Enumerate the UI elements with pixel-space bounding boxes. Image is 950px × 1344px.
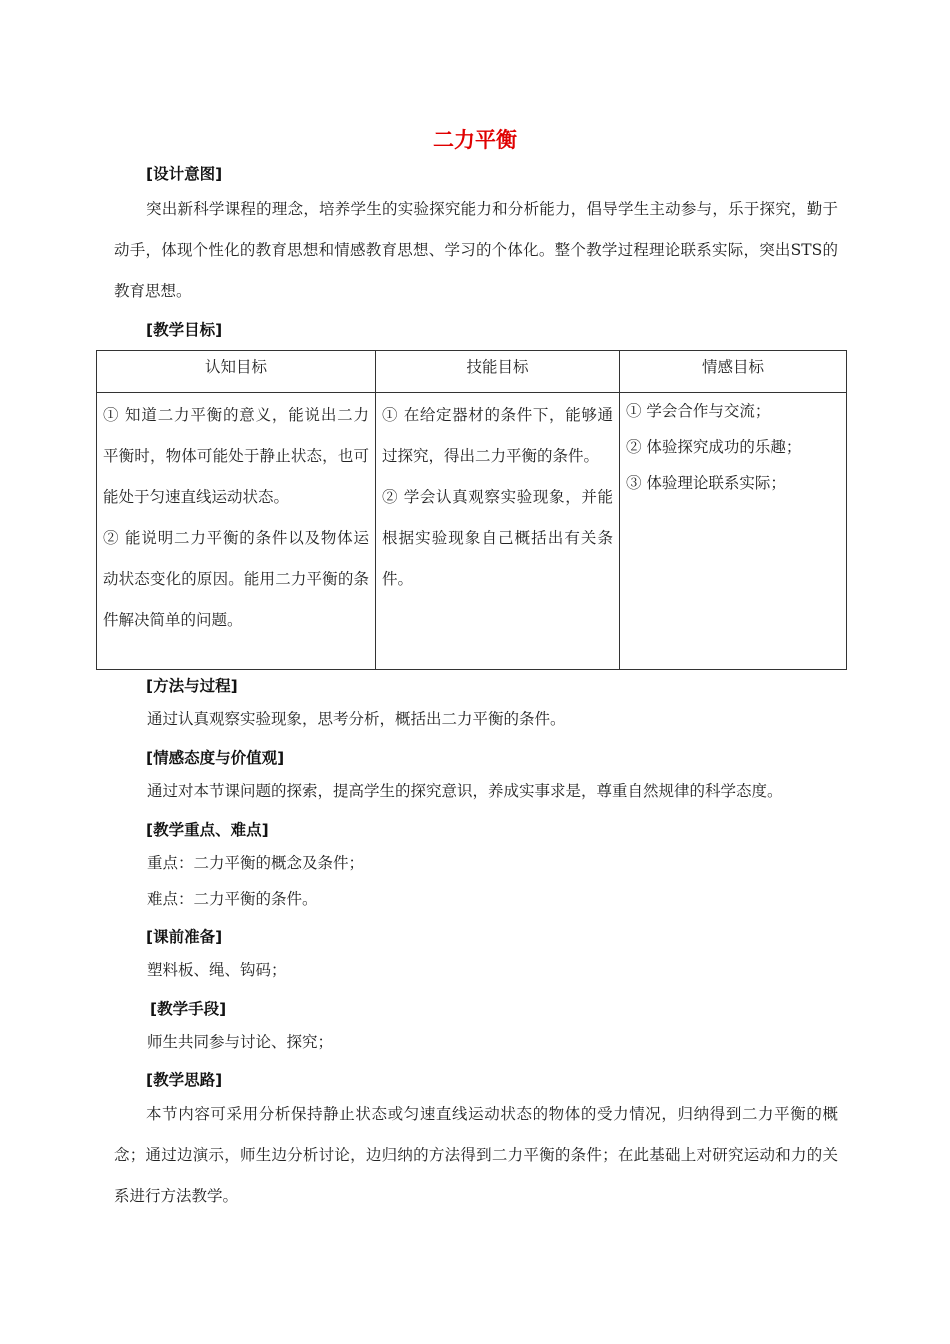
skill-goal-1: ① 在给定器材的条件下，能够通过探究，得出二力平衡的条件。 xyxy=(382,406,613,465)
cognitive-goals-cell xyxy=(97,393,376,670)
difficulty-text: 难点：二力平衡的条件。 xyxy=(147,890,318,908)
cognitive-goal-1: ① 知道二力平衡的意义，能说出二力平衡时，物体可能处于静止状态，也可能处于匀速直线运动状态。 xyxy=(103,406,369,506)
method-heading: [方法与过程] xyxy=(146,677,238,695)
emotion-goal-2: ② 体验探究成功的乐趣； xyxy=(626,438,802,456)
cognitive-goal-2: ② 能说明二力平衡的条件以及物体运动状态变化的原因。能用二力平衡的条件解决简单的问题。 xyxy=(103,529,369,629)
table-header-row xyxy=(97,351,847,393)
skill-goal-2: ② 学会认真观察实验现象，并能根据实验现象自己概括出有关条件。 xyxy=(382,488,613,588)
teaching-goals-table xyxy=(96,350,847,670)
keypoints-heading: [教学重点、难点] xyxy=(146,821,269,839)
emotion-goal-3: ③ 体验理论联系实际； xyxy=(626,474,786,492)
teaching-approach-text: 本节内容可采用分析保持静止状态或匀速直线运动状态的物体的受力情况，归纳得到二力平衡的概念；通过边演示，师生边分析讨论，边归纳的方法得到二力平衡的条件；在此基础上对研究运动和力的关系进行方法教学。 xyxy=(114,1105,838,1205)
design-intent-heading: [设计意图] xyxy=(146,165,223,183)
emotion-goal-1: ① 学会合作与交流； xyxy=(626,402,771,420)
page-title: 二力平衡 xyxy=(433,128,517,152)
column-header-cognitive: 认知目标 xyxy=(97,351,376,393)
preparation-text: 塑料板、绳、钩码； xyxy=(147,961,287,979)
method-text: 通过认真观察实验现象，思考分析，概括出二力平衡的条件。 xyxy=(147,710,566,728)
table-row xyxy=(97,393,847,670)
skill-goals-cell xyxy=(376,393,620,670)
teaching-approach-heading: [教学思路] xyxy=(146,1071,223,1089)
design-intent-text: 突出新科学课程的理念，培养学生的实验探究能力和分析能力，倡导学生主动参与，乐于探究，勤于动手，体现个性化的教育思想和情感教育思想、学习的个体化。整个教学过程理论联系实际，突出STS的教育思想。 xyxy=(114,200,838,300)
keypoint-text: 重点：二力平衡的概念及条件； xyxy=(147,854,365,872)
teaching-means-heading: [教学手段] xyxy=(150,1000,227,1018)
column-header-skill: 技能目标 xyxy=(376,351,620,393)
values-text: 通过对本节课问题的探索，提高学生的探究意识，养成实事求是，尊重自然规律的科学态度。 xyxy=(147,782,783,800)
column-header-emotion: 情感目标 xyxy=(620,351,847,393)
emotion-goals-cell xyxy=(620,393,847,670)
teaching-means-text: 师生共同参与讨论、探究； xyxy=(147,1033,334,1051)
preparation-heading: [课前准备] xyxy=(146,928,223,946)
values-heading: [情感态度与价值观] xyxy=(146,749,285,767)
teaching-goals-heading: [教学目标] xyxy=(146,321,223,339)
